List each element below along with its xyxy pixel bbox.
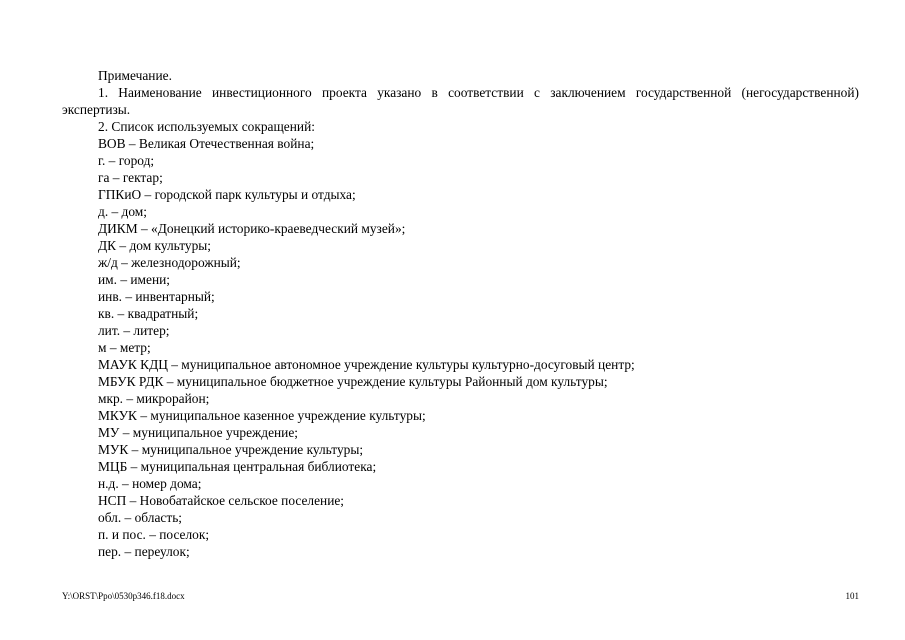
abbreviation-item: га – гектар; (98, 170, 163, 185)
abbreviation-item: н.д. – номер дома; (98, 476, 202, 491)
document-body (62, 67, 859, 560)
note-1-text: 1. Наименование инвестиционного проекта указано в соответствии с заключением государственной (негосударственной) экспертизы. (62, 85, 859, 117)
abbreviation-item: п. и пос. – поселок; (98, 527, 210, 542)
abbreviation-item: МКУК – муниципальное казенное учреждение культуры; (98, 408, 426, 423)
abbreviation-item: МБУК РДК – муниципальное бюджетное учреждение культуры Районный дом культуры; (98, 374, 608, 389)
abbreviation-item: г. – город; (98, 153, 155, 168)
abbreviation-item: МУК – муниципальное учреждение культуры; (98, 442, 364, 457)
page-number: 101 (845, 591, 859, 601)
abbreviation-item: ВОВ – Великая Отечественная война; (98, 136, 315, 151)
abbreviation-item: мкр. – микрорайон; (98, 391, 210, 406)
note-title: Примечание. (98, 68, 172, 83)
file-path: Y:\ORST\Ppo\0530p346.f18.docx (62, 591, 185, 601)
abbreviation-item: м – метр; (98, 340, 151, 355)
abbreviation-item: МУ – муниципальное учреждение; (98, 425, 299, 440)
abbreviation-item: ДК – дом культуры; (98, 238, 212, 253)
abbreviation-item: пер. – переулок; (98, 544, 190, 559)
abbreviation-item: МЦБ – муниципальная центральная библиотека; (98, 459, 377, 474)
abbreviation-item: им. – имени; (98, 272, 171, 287)
abbreviation-item: МАУК КДЦ – муниципальное автономное учреждение культуры культурно-досуговый центр; (98, 357, 635, 372)
abbreviation-item: лит. – литер; (98, 323, 170, 338)
abbreviation-item: инв. – инвентарный; (98, 289, 215, 304)
abbreviation-item: обл. – область; (98, 510, 183, 525)
abbreviation-item: кв. – квадратный; (98, 306, 199, 321)
abbreviation-item: ГПКиО – городской парк культуры и отдыха; (98, 187, 356, 202)
abbreviation-item: ж/д – железнодорожный; (98, 255, 241, 270)
note-2-text: 2. Список используемых сокращений: (98, 119, 315, 134)
abbreviation-item: д. – дом; (98, 204, 147, 219)
abbreviation-item: ДИКМ – «Донецкий историко-краеведческий музей»; (98, 221, 406, 236)
abbreviation-item: НСП – Новобатайское сельское поселение; (98, 493, 345, 508)
